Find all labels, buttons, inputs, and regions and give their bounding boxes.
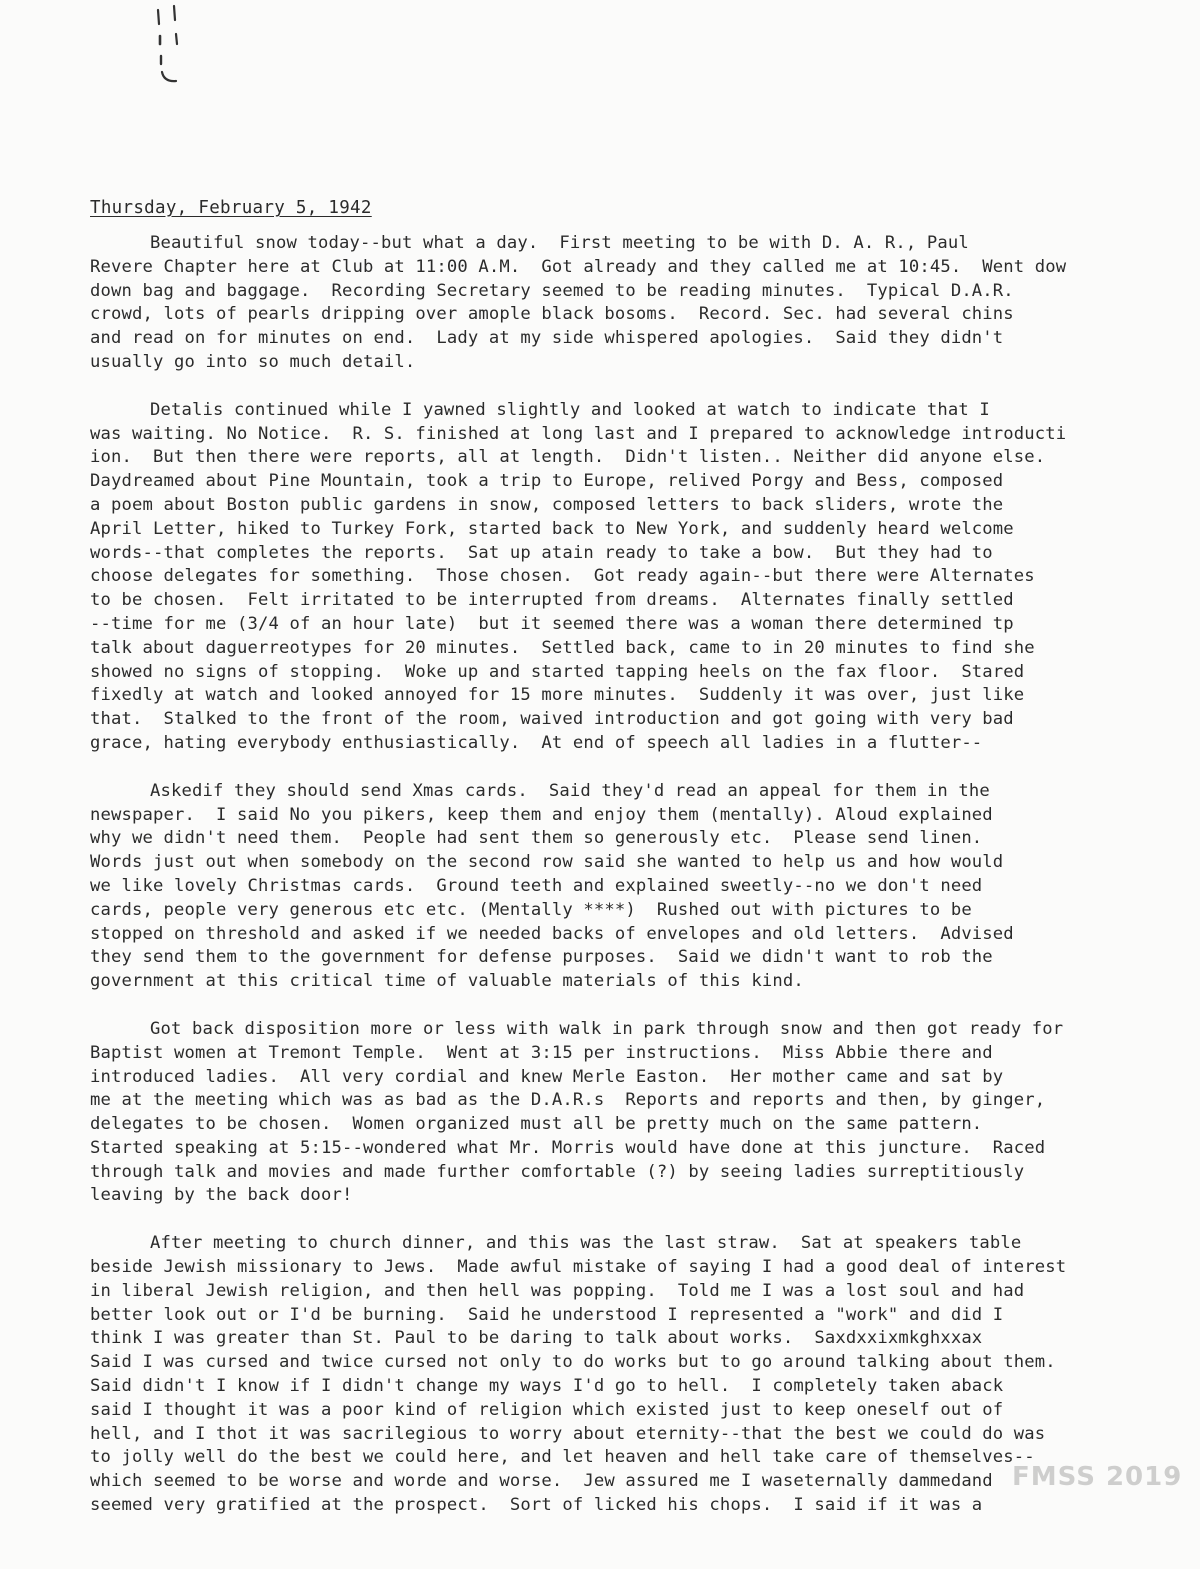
- margin-ink-marks: [150, 2, 190, 88]
- text-line: Said I was cursed and twice cursed not only to do works but to go around talking about them.: [90, 1352, 1056, 1373]
- text-line: better look out or I'd be burning. Said he understood I represented a "work" and did I: [90, 1304, 1004, 1325]
- text-line: Started speaking at 5:15--wondered what Mr. Morris would have done at this juncture. Raced: [90, 1137, 1046, 1158]
- text-line: delegates to be chosen. Women organized must all be pretty much on the same pattern.: [90, 1114, 983, 1135]
- paragraph: [90, 399, 1190, 756]
- archive-watermark: FMSS 2019: [1012, 1462, 1183, 1492]
- text-line: me at the meeting which was as bad as the D.A.R.s Reports and reports and then, by ginger,: [90, 1090, 1046, 1111]
- text-line: --time for me (3/4 of an hour late) but it seemed there was a woman there determined tp: [90, 613, 1014, 634]
- text-line: crowd, lots of pearls dripping over amople black bosoms. Record. Sec. had several chins: [90, 304, 1014, 325]
- text-line: to jolly well do the best we could here, and let heaven and hell take care of themselves--: [90, 1447, 1035, 1468]
- date-heading: Thursday, February 5, 1942: [90, 198, 372, 218]
- text-line: Baptist women at Tremont Temple. Went at 3:15 per instructions. Miss Abbie there and: [90, 1042, 993, 1063]
- text-line: leaving by the back door!: [90, 1185, 353, 1206]
- text-line: words--that completes the reports. Sat up atain ready to take a bow. But they had to: [90, 542, 993, 563]
- typed-letter: [90, 196, 1190, 1518]
- text-line: and read on for minutes on end. Lady at my side whispered apologies. Said they didn't: [90, 328, 1004, 349]
- text-line: talk about daguerreotypes for 20 minutes. Settled back, came to in 20 minutes to find she: [90, 637, 1035, 658]
- paragraph: [90, 780, 1190, 994]
- text-line: Words just out when somebody on the second row said she wanted to help us and how would: [90, 852, 1004, 873]
- text-line: ion. But then there were reports, all at length. Didn't listen.. Neither did anyone else.: [90, 447, 1046, 468]
- text-line: Revere Chapter here at Club at 11:00 A.M. Got already and they called me at 10:45. Went dow: [90, 256, 1067, 277]
- paragraph: [90, 232, 1190, 375]
- text-line: they send them to the government for defense purposes. Said we didn't want to rob the: [90, 947, 993, 968]
- text-line: introduced ladies. All very cordial and knew Merle Easton. Her mother came and sat by: [90, 1066, 1004, 1087]
- text-line: April Letter, hiked to Turkey Fork, started back to New York, and suddenly heard welcome: [90, 518, 1014, 539]
- text-line: Daydreamed about Pine Mountain, took a trip to Europe, relived Porgy and Bess, composed: [90, 471, 1004, 492]
- text-line: through talk and movies and made further comfortable (?) by seeing ladies surreptitiously: [90, 1161, 1025, 1182]
- text-line: cards, people very generous etc etc. (Mentally ****) Rushed out with pictures to be: [90, 899, 972, 920]
- text-line: Got back disposition more or less with walk in park through snow and then got ready for: [150, 1018, 1064, 1039]
- text-line: think I was greater than St. Paul to be daring to talk about works. Saxdxxixmkghxxax: [90, 1328, 983, 1349]
- text-line: usually go into so much detail.: [90, 351, 416, 372]
- text-line: beside Jewish missionary to Jews. Made awful mistake of saying I had a good deal of interest: [90, 1257, 1067, 1278]
- text-line: seemed very gratified at the prospect. Sort of licked his chops. I said if it was a: [90, 1495, 983, 1516]
- text-line: hell, and I thot it was sacrilegious to worry about eternity--that the best we could do was: [90, 1423, 1046, 1444]
- text-line: government at this critical time of valuable materials of this kind.: [90, 971, 804, 992]
- text-line: Detalis continued while I yawned slightly and looked at watch to indicate that I: [150, 399, 990, 420]
- text-line: we like lovely Christmas cards. Ground teeth and explained sweetly--no we don't need: [90, 875, 983, 896]
- text-line: said I thought it was a poor kind of religion which existed just to keep oneself out of: [90, 1399, 1004, 1420]
- text-line: fixedly at watch and looked annoyed for 15 more minutes. Suddenly it was over, just like: [90, 685, 1025, 706]
- text-line: Said didn't I know if I didn't change my ways I'd go to hell. I completely taken aback: [90, 1376, 1004, 1397]
- text-line: down bag and baggage. Recording Secretary seemed to be reading minutes. Typical D.A.R.: [90, 280, 1014, 301]
- text-line: choose delegates for something. Those chosen. Got ready again--but there were Alternates: [90, 566, 1035, 587]
- paragraph: [90, 1018, 1190, 1208]
- text-line: why we didn't need them. People had sent them so generously etc. Please send linen.: [90, 828, 983, 849]
- text-line: stopped on threshold and asked if we needed backs of envelopes and old letters. Advised: [90, 923, 1014, 944]
- text-line: was waiting. No Notice. R. S. finished at long last and I prepared to acknowledge introducti: [90, 423, 1067, 444]
- text-line: Beautiful snow today--but what a day. First meeting to be with D. A. R., Paul: [150, 233, 969, 253]
- text-line: to be chosen. Felt irritated to be interrupted from dreams. Alternates finally settled: [90, 590, 1014, 611]
- text-line: Askedif they should send Xmas cards. Said they'd read an appeal for them in the: [150, 780, 990, 801]
- letter-body: [90, 232, 1190, 1518]
- text-line: After meeting to church dinner, and this was the last straw. Sat at speakers table: [150, 1233, 1022, 1254]
- text-line: newspaper. I said No you pikers, keep them and enjoy them (mentally). Aloud explained: [90, 804, 993, 825]
- text-line: which seemed to be worse and worde and worse. Jew assured me I waseternally dammedand: [90, 1471, 993, 1492]
- text-line: in liberal Jewish religion, and then hell was popping. Told me I was a lost soul and had: [90, 1280, 1025, 1301]
- text-line: showed no signs of stopping. Woke up and started tapping heels on the fax floor. Stared: [90, 661, 1025, 682]
- text-line: grace, hating everybody enthusiastically. At end of speech all ladies in a flutter--: [90, 732, 983, 753]
- text-line: that. Stalked to the front of the room, waived introduction and got going with very bad: [90, 709, 1014, 730]
- text-line: a poem about Boston public gardens in snow, composed letters to back sliders, wrote the: [90, 494, 1004, 515]
